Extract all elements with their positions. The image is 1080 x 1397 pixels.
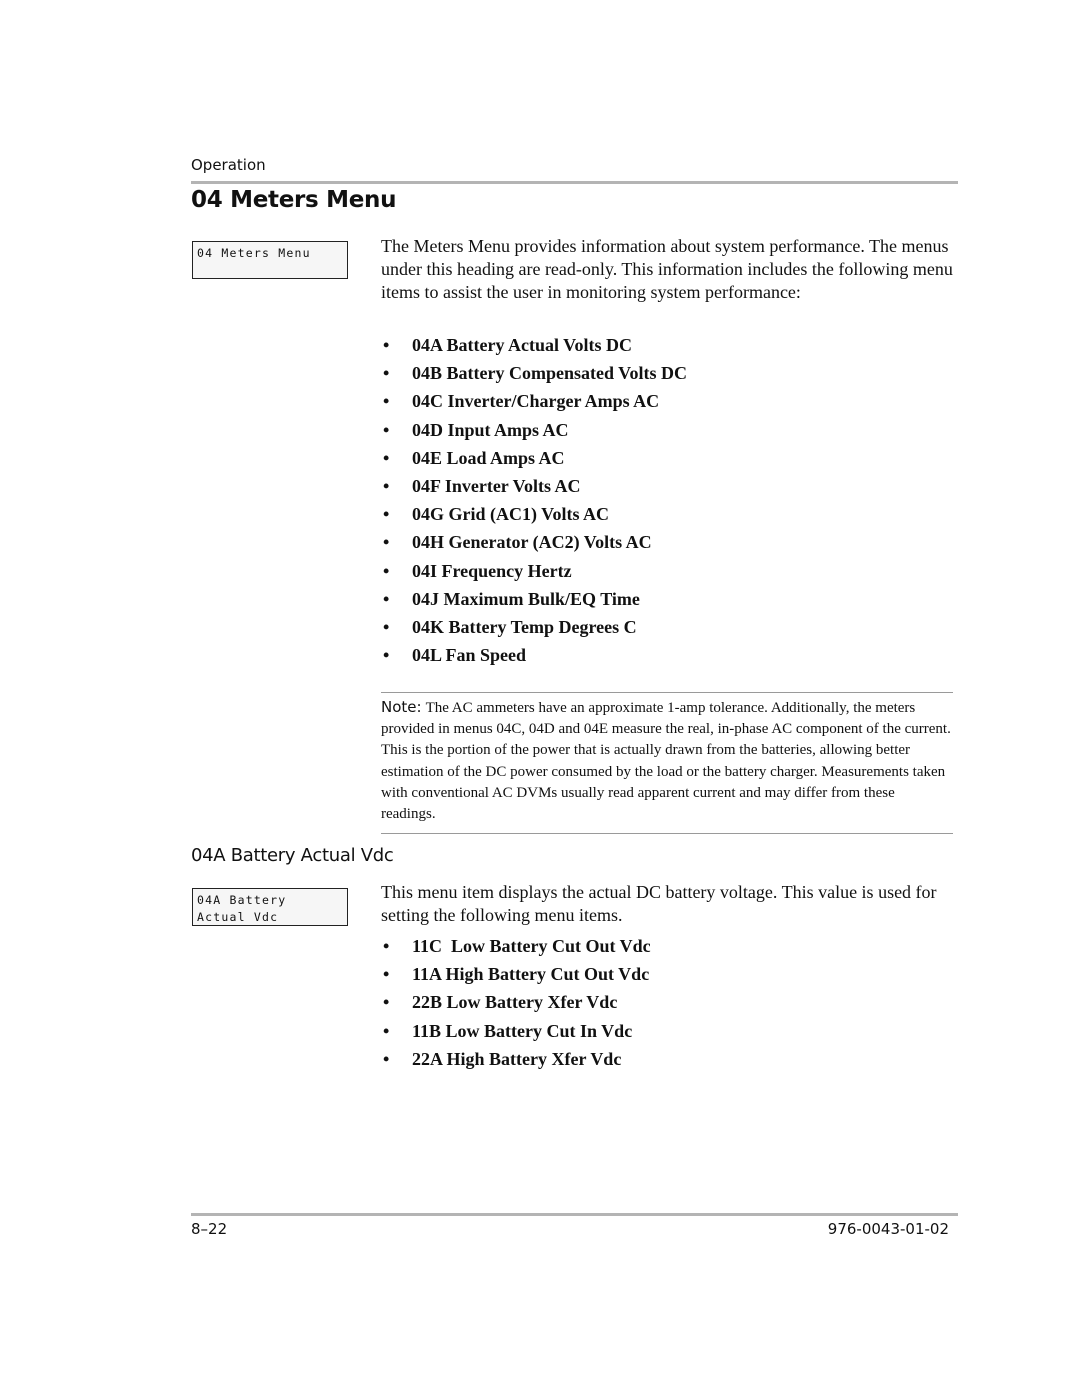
- list-item-label: 04J Maximum Bulk/EQ Time: [412, 588, 640, 609]
- bullet-icon: •: [383, 588, 390, 609]
- bullet-icon: •: [383, 532, 390, 553]
- bullet-icon: •: [383, 1048, 390, 1069]
- list-item-label: 04H Generator (AC2) Volts AC: [412, 532, 652, 553]
- bullet-icon: •: [383, 335, 390, 355]
- section-title: 04 Meters Menu: [191, 187, 397, 213]
- list-item: [381, 935, 651, 963]
- list-item-label: 11C Low Battery Cut Out Vdc: [412, 936, 651, 956]
- subsection-title: 04A Battery Actual Vdc: [191, 845, 394, 866]
- list-item: [381, 1048, 651, 1076]
- list-item: [381, 419, 687, 447]
- bullet-icon: •: [383, 447, 390, 468]
- footer-rule: [191, 1213, 958, 1216]
- lcd-display-battery-actual-vdc: [192, 888, 348, 926]
- bullet-icon: •: [383, 363, 390, 384]
- list-item-label: 22B Low Battery Xfer Vdc: [412, 992, 618, 1013]
- lcd-line-1: 04A Battery: [197, 893, 287, 907]
- list-item: [381, 531, 687, 559]
- bullet-icon: •: [383, 936, 390, 956]
- running-head: Operation: [191, 156, 266, 174]
- bullet-icon: •: [383, 1020, 390, 1041]
- list-item-label: 04B Battery Compensated Volts DC: [412, 363, 688, 384]
- list-item-label: 04K Battery Temp Degrees C: [412, 616, 637, 637]
- bullet-icon: •: [383, 391, 390, 412]
- bullet-icon: •: [383, 560, 390, 581]
- list-item-label: 04G Grid (AC1) Volts AC: [412, 504, 610, 525]
- page-number: 8–22: [191, 1220, 228, 1238]
- lcd-line: 04 Meters Menu: [197, 246, 311, 260]
- battery-setting-item-list: [381, 935, 651, 1076]
- list-item: [381, 503, 687, 531]
- list-item: [381, 560, 687, 588]
- list-item: [381, 390, 687, 418]
- list-item: [381, 588, 687, 616]
- list-item-label: 04L Fan Speed: [412, 645, 527, 666]
- bullet-icon: •: [383, 616, 390, 637]
- bullet-icon: •: [383, 504, 390, 525]
- list-item: [381, 616, 687, 644]
- list-item: [381, 475, 687, 503]
- list-item-label: 04F Inverter Volts AC: [412, 475, 581, 496]
- note-text: The AC ammeters have an approximate 1-amp tolerance. Additionally, the meters provided in menus 04C, 04D and 04E measure the real, in-phase AC component of the current. This is the portion of the power that is actually drawn from the batteries, allowing better estimation of the DC power consumed by the load or the battery charger. Measurements taken with conventional AC DVMs usually read apparent current and may differ from these readings.: [381, 700, 951, 823]
- list-item-label: 04C Inverter/Charger Amps AC: [412, 391, 660, 412]
- list-item: [381, 991, 651, 1019]
- list-item-label: 22A High Battery Xfer Vdc: [412, 1048, 622, 1069]
- bullet-icon: •: [383, 964, 390, 985]
- list-item: [381, 644, 687, 672]
- list-item-label: 11B Low Battery Cut In Vdc: [412, 1020, 633, 1041]
- subsection-description: This menu item displays the actual DC battery voltage. This value is used for setting the following menu items.: [381, 882, 937, 925]
- list-item-label: 04A Battery Actual Volts DC: [412, 335, 632, 355]
- document-number: 976-0043-01-02: [827, 1220, 949, 1238]
- note-block: [381, 697, 953, 825]
- list-item: [381, 963, 651, 991]
- note-label: Note:: [381, 698, 422, 716]
- list-item: [381, 334, 687, 362]
- lcd-display-meters-menu: [192, 241, 348, 279]
- list-item-label: 04E Load Amps AC: [412, 447, 565, 468]
- list-item-label: 04D Input Amps AC: [412, 419, 569, 440]
- intro-paragraph: The Meters Menu provides information about system performance. The menus under this heading are read-only. This information includes the following menu items to assist the user in monitoring system performance:: [381, 236, 953, 302]
- note-bottom-rule: [381, 833, 953, 834]
- bullet-icon: •: [383, 992, 390, 1013]
- meters-menu-item-list: [381, 334, 687, 672]
- header-rule: [191, 181, 958, 184]
- list-item: [381, 447, 687, 475]
- bullet-icon: •: [383, 419, 390, 440]
- bullet-icon: •: [383, 475, 390, 496]
- list-item: [381, 362, 687, 390]
- list-item-label: 04I Frequency Hertz: [412, 560, 572, 581]
- list-item-label: 11A High Battery Cut Out Vdc: [412, 964, 650, 985]
- note-top-rule: [381, 692, 953, 693]
- list-item: [381, 1020, 651, 1048]
- bullet-icon: •: [383, 645, 390, 666]
- lcd-line-2: Actual Vdc: [197, 910, 279, 924]
